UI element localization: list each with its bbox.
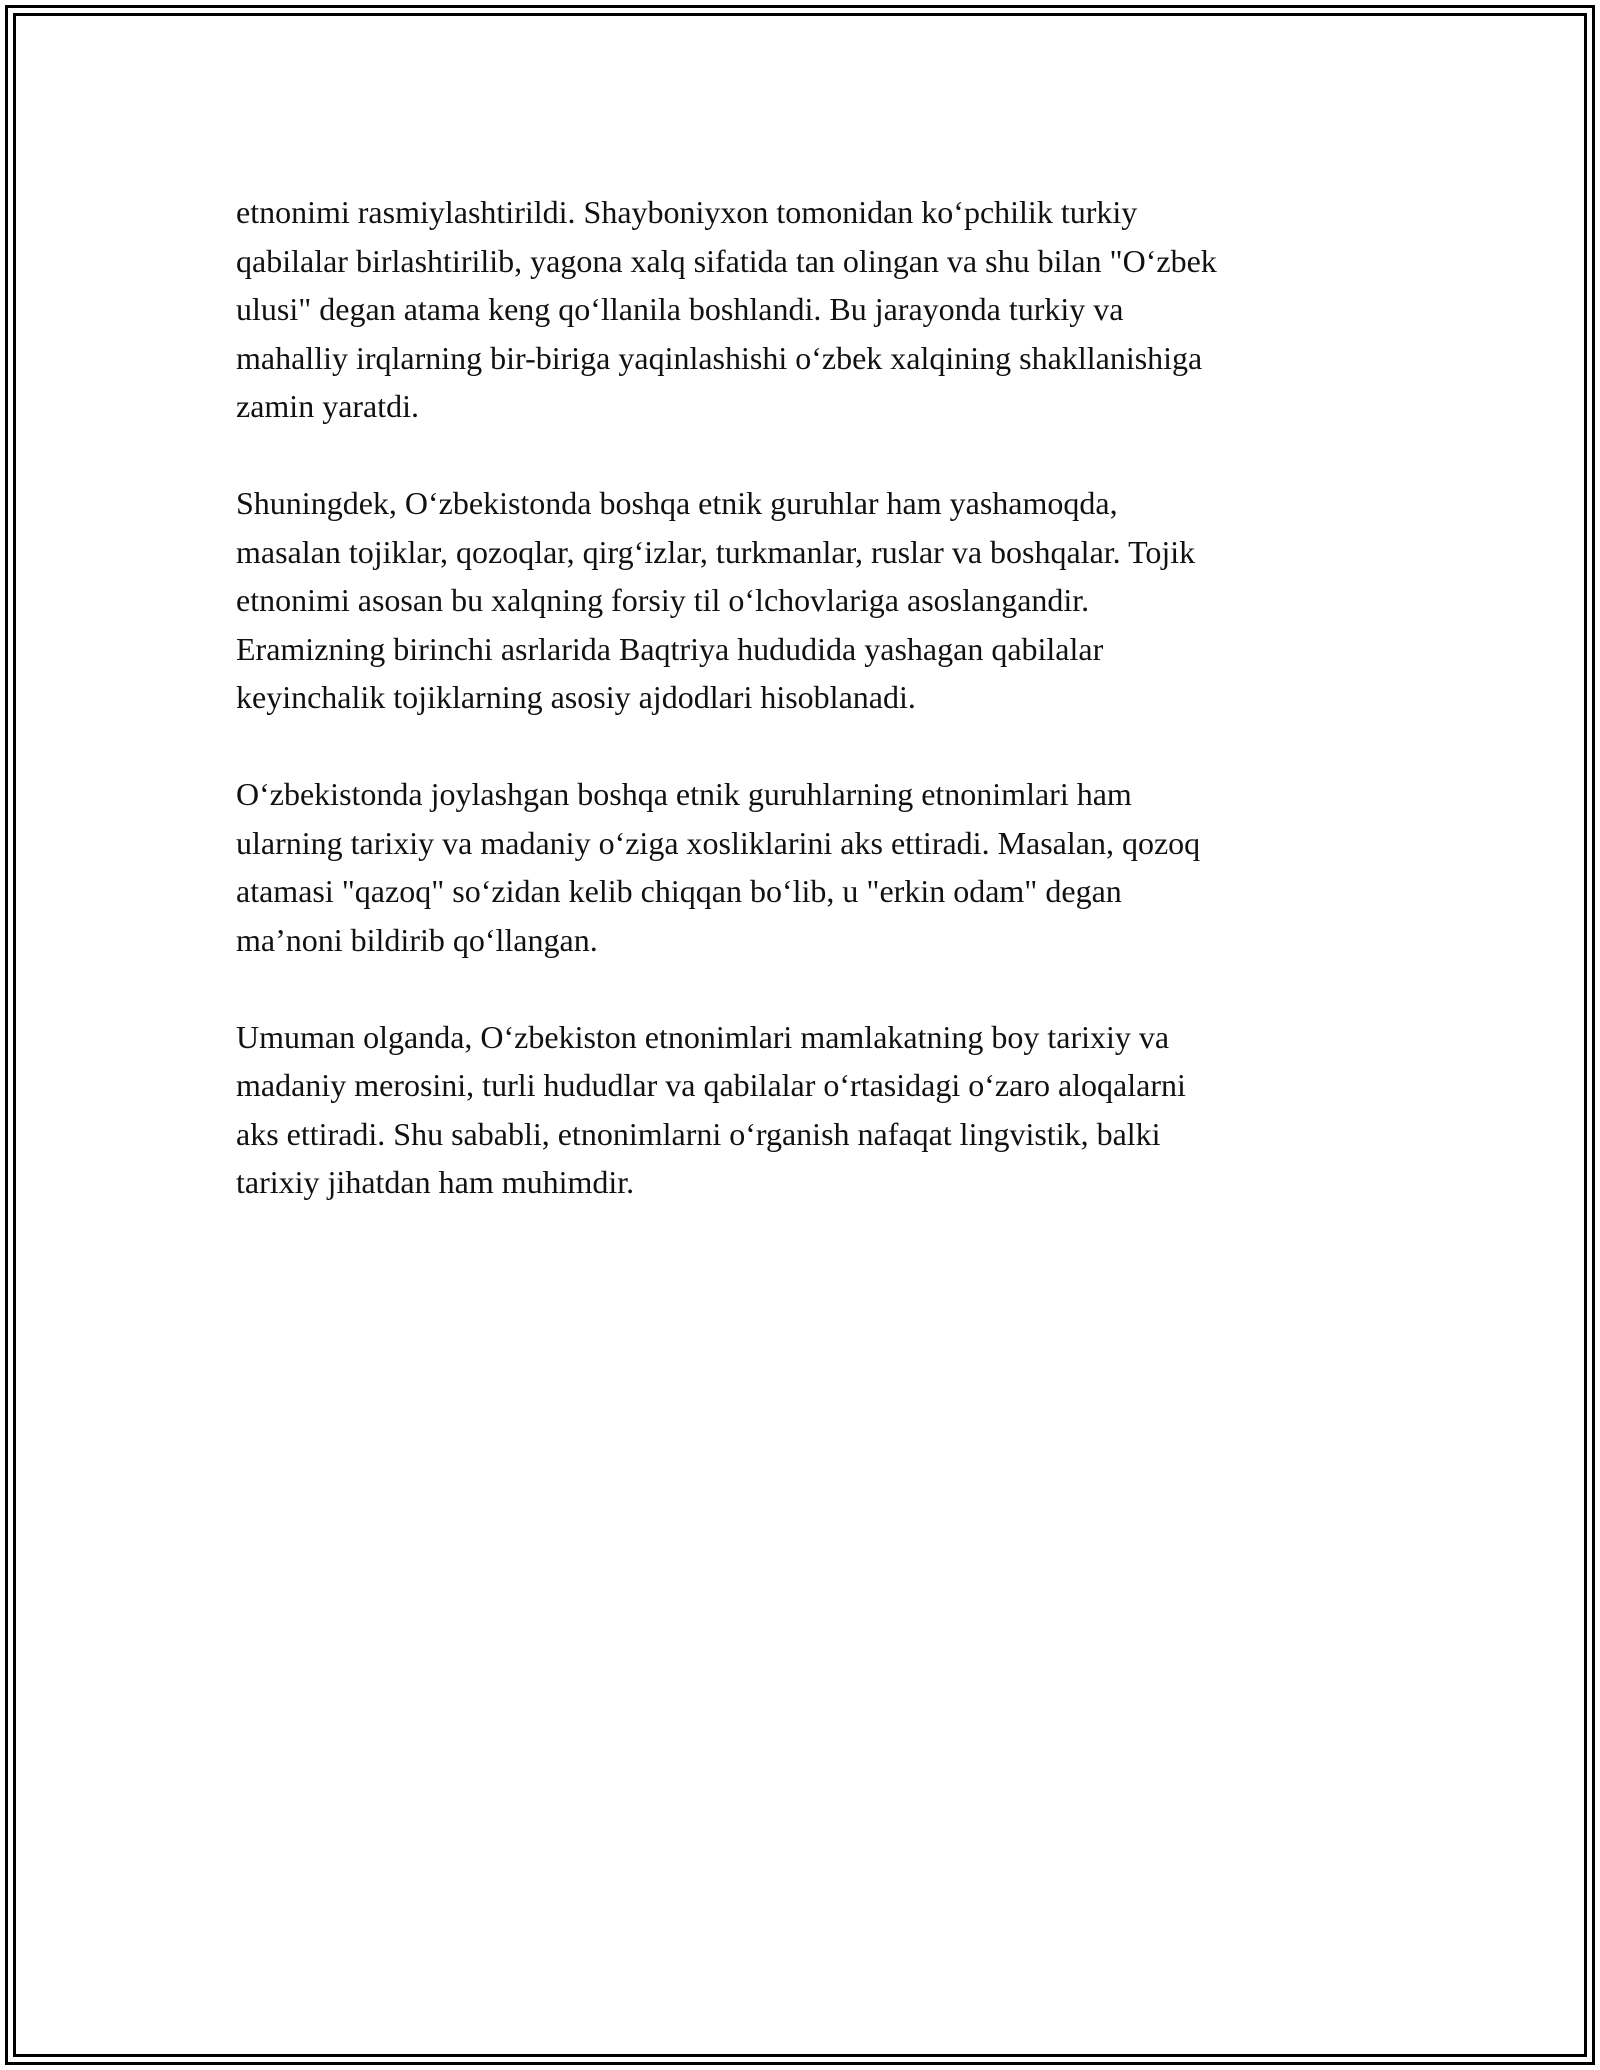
paragraph-1: etnonimi rasmiylashtirildi. Shayboniyxon tomonidan ko‘pchilik turkiy qabilalar birlashtirilib, yagona xalq sifatida tan olingan va shu bilan "O‘zbek ulusi" degan atama keng qo‘llanila boshlandi. Bu jarayonda turkiy va mahalliy irqlarning bir-biriga yaqinlashishi o‘zbek xalqining shakllanishiga zamin yaratdi. bbox=[236, 194, 1217, 424]
document-body bbox=[236, 188, 1376, 1255]
paragraph-3: O‘zbekistonda joylashgan boshqa etnik guruhlarning etnonimlari ham ularning tarixiy va madaniy o‘ziga xosliklarini aks ettiradi. Masalan, qozoq atamasi "qazoq" so‘zidan kelib chiqqan bo‘lib, u "erkin odam" degan ma’noni bildirib qo‘llangan. bbox=[236, 776, 1201, 958]
paragraph-4: Umuman olganda, O‘zbekiston etnonimlari mamlakatning boy tarixiy va madaniy merosini, turli hududlar va qabilalar o‘rtasidagi o‘zaro aloqalarni aks ettiradi. Shu sababli, etnonimlarni o‘rganish nafaqat lingvistik, balki tarixiy jihatdan ham muhimdir. bbox=[236, 1018, 1186, 1200]
paragraph-2: Shuningdek, O‘zbekistonda boshqa etnik guruhlar ham yashamoqda, masalan tojiklar, qozoqlar, qirg‘izlar, turkmanlar, ruslar va boshqalar. Tojik etnonimi asosan bu xalqning forsiy til o‘lchovlariga asoslangandir. Eramizning birinchi asrlarida Baqtriya hududida yashagan qabilalar keyinchalik tojiklarning asosiy ajdodlari hisoblanadi. bbox=[236, 485, 1196, 715]
